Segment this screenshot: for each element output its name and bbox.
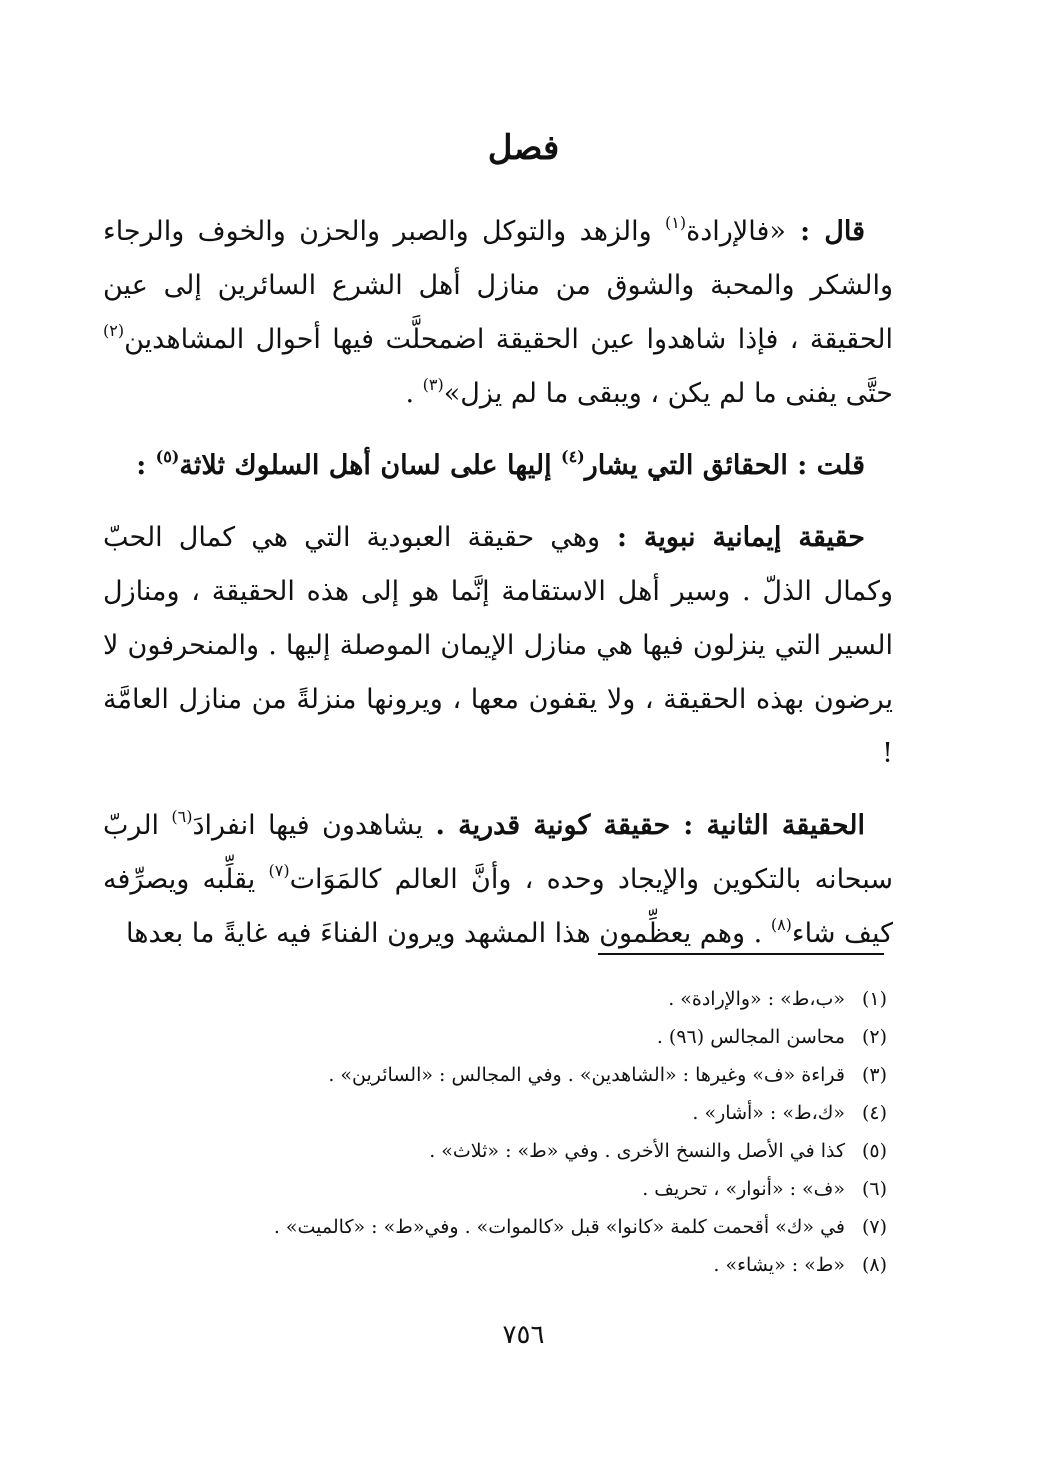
footnote-number: (٣) bbox=[861, 1064, 887, 1086]
footnote-text: «ف» : «أنوار» ، تحريف . bbox=[642, 1178, 845, 1200]
footnote-item bbox=[127, 1056, 887, 1094]
footnote-separator bbox=[598, 953, 884, 955]
footnote-item bbox=[127, 1170, 887, 1208]
footnote-ref-3[interactable]: (٣) bbox=[422, 375, 444, 394]
footnote-text: قراءة «ف» وغيرها : «الشاهدين» . وفي المجالس : «السائرين» . bbox=[328, 1064, 845, 1086]
footnote-item bbox=[127, 1208, 887, 1246]
footnote-text: «ك،ط» : «أشار» . bbox=[692, 1102, 845, 1124]
footnote-ref-6[interactable]: (٦) bbox=[171, 807, 193, 826]
paragraph-3-lead: حقيقة إيمانية نبوية : bbox=[600, 522, 865, 553]
paragraph-4-lead: الحقيقة الثانية : حقيقة كونية قدرية . bbox=[435, 810, 865, 841]
paragraph-2-text-c: : bbox=[136, 450, 156, 481]
footnote-text: «ط» : «يشاء» . bbox=[713, 1254, 845, 1276]
paragraph-3 bbox=[103, 511, 893, 781]
paragraph-3-text: وهي حقيقة العبودية التي هي كمال الحبّ وكمال الذلّ . وسير أهل الاستقامة إنَّما هو إلى هذه الحقيقة ، ومنازل السير التي ينزلون فيها هي منازل الإيمان الموصلة إليها . والمنحرفون لا يرضون بهذه الحقيقة ، ولا يقفون معها ، ويرونها منزلةً من منازل العامَّة ! bbox=[103, 522, 893, 769]
footnote-item bbox=[127, 1132, 887, 1170]
paragraph-1-text-a: «فالإرادة bbox=[686, 216, 786, 247]
paragraph-4-text-d: . وهم يعظِّمون هذا المشهد ويرون الفناءَ فيه غايةً ما بعدها bbox=[126, 918, 771, 949]
footnote-number: (٦) bbox=[861, 1178, 887, 1200]
footnote-ref-8[interactable]: (٨) bbox=[770, 915, 792, 934]
footnote-item bbox=[127, 1018, 887, 1056]
paragraph-4-text-c: يقلِّبه ويصرِّفه كيف شاء bbox=[103, 864, 893, 949]
footnote-text: «ب،ط» : «والإرادة» . bbox=[668, 988, 845, 1010]
footnote-item bbox=[127, 980, 887, 1018]
paragraph-2 bbox=[103, 439, 893, 493]
paragraph-4 bbox=[103, 799, 893, 961]
paragraph-4-text-a: يشاهدون فيها انفرادَ bbox=[192, 810, 436, 841]
paragraph-1 bbox=[103, 205, 893, 421]
paragraph-1-text-c: حتَّى يفنى ما لم يكن ، ويبقى ما لم يزل» bbox=[443, 378, 893, 409]
footnote-number: (٤) bbox=[861, 1102, 887, 1124]
footnote-ref-2[interactable]: (٢) bbox=[103, 321, 125, 340]
footnote-number: (١) bbox=[861, 988, 887, 1010]
paragraph-1-text-d: . bbox=[405, 378, 423, 409]
footnote-text: كذا في الأصل والنسخ الأخرى . وفي «ط» : «ثلاث» . bbox=[429, 1140, 845, 1162]
footnote-ref-7[interactable]: (٧) bbox=[268, 861, 290, 880]
footnote-ref-5[interactable]: (٥) bbox=[155, 447, 180, 466]
footnote-item bbox=[127, 1246, 887, 1284]
paragraph-2-text-a: قلت : الحقائق التي يشار bbox=[584, 450, 865, 481]
page-number: ٧٥٦ bbox=[502, 1320, 545, 1350]
footnote-text: في «ك» أقحمت كلمة «كانوا» قبل «كالموات» . وفي«ط» : «كالميت» . bbox=[273, 1216, 845, 1238]
main-text bbox=[103, 205, 893, 979]
footnote-number: (٢) bbox=[861, 1026, 887, 1048]
paragraph-2-text-b: إليها على لسان أهل السلوك ثلاثة bbox=[179, 450, 561, 481]
footnote-number: (٨) bbox=[861, 1254, 887, 1276]
footnote-number: (٥) bbox=[861, 1140, 887, 1162]
footnote-item bbox=[127, 1094, 887, 1132]
footnote-ref-4[interactable]: (٤) bbox=[561, 447, 585, 466]
footnotes-list bbox=[127, 980, 887, 1284]
paragraph-1-text-b: والزهد والتوكل والصبر والحزن والخوف والرجاء والشكر والمحبة والشوق من منازل أهل الشرع السائرين إلى عين الحقيقة ، فإذا شاهدوا عين الحقيقة اضمحلَّت فيها أحوال المشاهدين bbox=[103, 216, 893, 355]
paragraph-1-lead: قال : bbox=[785, 216, 865, 247]
footnote-text: محاسن المجالس (٩٦) . bbox=[656, 1026, 845, 1048]
paragraph-4-text-b: الربّ سبحانه بالتكوين والإيجاد وحده ، وأنَّ العالم كالمَوَات bbox=[103, 810, 893, 895]
footnote-ref-1[interactable]: (١) bbox=[665, 213, 687, 232]
section-heading: فصل bbox=[487, 128, 560, 168]
footnote-number: (٧) bbox=[861, 1216, 887, 1238]
